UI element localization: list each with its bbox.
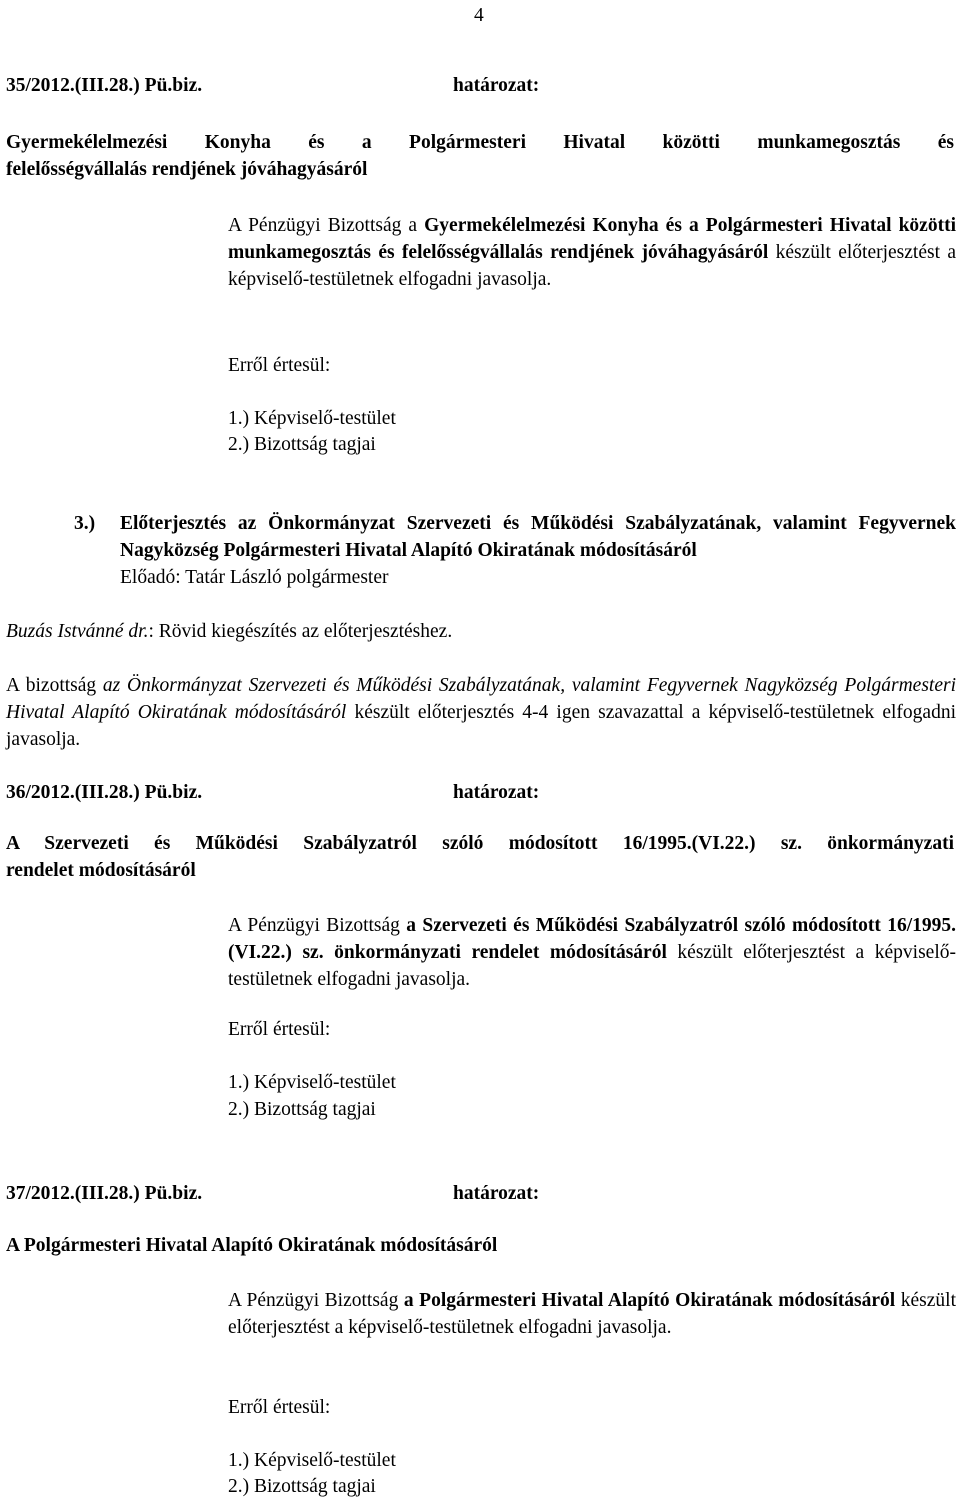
- agenda-item-presenter: Előadó: Tatár László polgármester: [120, 567, 389, 588]
- resolution-label: határozat:: [453, 75, 540, 96]
- committee-post: készült előterjesztés 4-4 igen szavazattal a képviselő-testületnek elfogadni javasolja.: [6, 702, 956, 750]
- notify-item: 1.) Képviselő-testület: [228, 1072, 396, 1093]
- speaker-name: Buzás Istvánné dr.: [6, 621, 149, 642]
- notify-label: Erről értesül:: [228, 355, 331, 376]
- notify-item: 2.) Bizottság tagjai: [228, 434, 376, 455]
- body-bold: a Polgármesteri Hivatal Alapító Okiratának módosításáról: [403, 1290, 896, 1311]
- body-bold: a Szervezeti és Működési Szabályzatról szóló módosított 16/1995.(VI.22.) sz. önkormányzati rendelet módosításáról: [228, 915, 956, 963]
- body-post: készült előterjesztést a képviselő-testületnek elfogadni javasolja.: [228, 242, 956, 290]
- speaker-remark: [6, 618, 452, 645]
- resolution-number: 36/2012.(III.28.) Pü.biz.: [6, 782, 203, 803]
- body-bold: Gyermekélelmezési Konyha és a Polgármesteri Hivatal közötti munkamegosztás és felelősségvállalás rendjének jóváhagyásáról: [228, 215, 956, 263]
- agenda-item-title: Előterjesztés az Önkormányzat Szervezeti és Működési Szabályzatának, valamint Fegyvernek Nagyközség Polgármesteri Hivatal Alapító Okiratának módosításáról: [120, 513, 956, 561]
- notify-item: 1.) Képviselő-testület: [228, 408, 396, 429]
- resolution-title-line2: rendelet módosításáról: [6, 860, 196, 881]
- agenda-item-number: 3.): [74, 513, 96, 534]
- body-pre: A Pénzügyi Bizottság: [228, 915, 407, 936]
- notify-item: 1.) Képviselő-testület: [228, 1450, 396, 1471]
- resolution-label: határozat:: [453, 1183, 540, 1204]
- body-post: készült előterjesztést a képviselő-testületnek elfogadni javasolja.: [228, 1290, 957, 1338]
- resolution-title-line1: Gyermekélelmezési Konyha és a Polgármesteri Hivatal közötti munkamegosztás és: [6, 132, 954, 153]
- speaker-text: : Rövid kiegészítés az előterjesztéshez.: [148, 621, 453, 642]
- resolution-body: [228, 212, 956, 293]
- notify-item: 2.) Bizottság tagjai: [228, 1099, 376, 1120]
- notify-label: Erről értesül:: [228, 1397, 331, 1418]
- body-pre: A Pénzügyi Bizottság a: [228, 215, 425, 236]
- resolution-number: 35/2012.(III.28.) Pü.biz.: [6, 75, 203, 96]
- body-post: készült előterjesztést a képviselő-testületnek elfogadni javasolja.: [228, 942, 956, 990]
- committee-italic: az Önkormányzat Szervezeti és Működési Szabályzatának, valamint Fegyvernek Nagyközség Polgármesteri Hivatal Alapító Okiratának módosításáról: [6, 675, 956, 723]
- resolution-label: határozat:: [453, 782, 540, 803]
- resolution-title-line1: A Szervezeti és Működési Szabályzatról szóló módosított 16/1995.(VI.22.) sz. önkormányzati: [6, 833, 954, 854]
- resolution-title: A Polgármesteri Hivatal Alapító Okiratának módosításáról: [6, 1235, 498, 1256]
- resolution-body: [228, 912, 956, 993]
- notify-item: 2.) Bizottság tagjai: [228, 1476, 376, 1497]
- resolution-number: 37/2012.(III.28.) Pü.biz.: [6, 1183, 203, 1204]
- committee-statement: [6, 672, 956, 753]
- notify-label: Erről értesül:: [228, 1019, 331, 1040]
- page-number: 4: [474, 5, 484, 26]
- resolution-body: [228, 1287, 956, 1341]
- resolution-title-line2: felelősségvállalás rendjének jóváhagyásáról: [6, 159, 368, 180]
- committee-pre: A bizottság: [6, 675, 103, 696]
- body-pre: A Pénzügyi Bizottság: [228, 1290, 404, 1311]
